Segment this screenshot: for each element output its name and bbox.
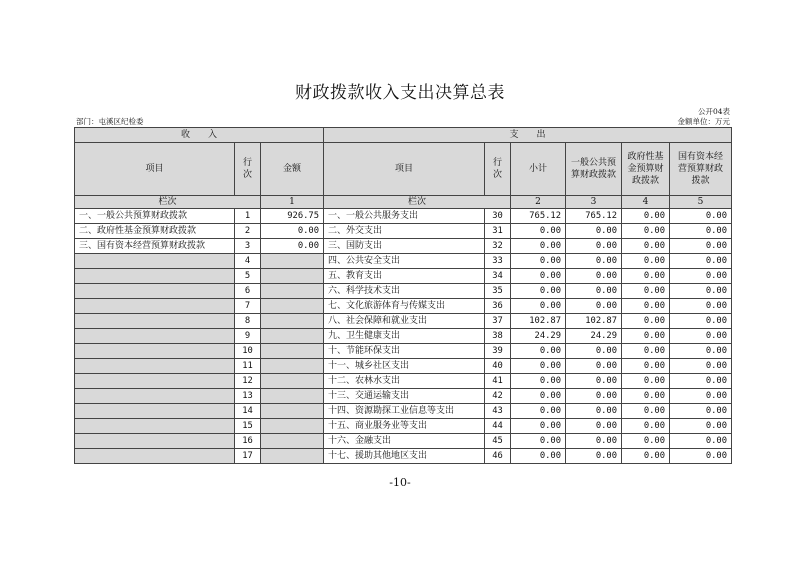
- expense-general-cell: 0.00: [566, 239, 622, 254]
- expense-soe-cell: 0.00: [670, 299, 732, 314]
- expense-fund-cell: 0.00: [622, 299, 670, 314]
- expense-fund-cell: 0.00: [622, 344, 670, 359]
- column-header-row: [75, 143, 732, 196]
- expense-soe-cell: 0.00: [670, 389, 732, 404]
- section-header-row: [75, 128, 732, 143]
- expense-subtotal-cell: 0.00: [511, 224, 566, 239]
- expense-subtotal-cell: 24.29: [511, 329, 566, 344]
- expense-item-cell: 十一、城乡社区支出: [324, 359, 485, 374]
- colnum-label: 栏次: [75, 196, 261, 209]
- expense-item-cell: 七、文化旅游体育与传媒支出: [324, 299, 485, 314]
- expense-section-header: 支 出: [324, 128, 732, 143]
- expense-subtotal-cell: 765.12: [511, 209, 566, 224]
- expense-line-cell: 42: [485, 389, 511, 404]
- income-item-cell: [75, 449, 235, 464]
- income-line-cell: 15: [235, 419, 261, 434]
- header-soe-budget: 国有资本经营预算财政拨款: [670, 143, 732, 196]
- expense-general-cell: 0.00: [566, 389, 622, 404]
- colnum-amount: 1: [261, 196, 324, 209]
- colnum-soe: 5: [670, 196, 732, 209]
- expense-fund-cell: 0.00: [622, 359, 670, 374]
- expense-item-cell: 十四、资源勘探工业信息等支出: [324, 404, 485, 419]
- table-row: [75, 314, 732, 329]
- expense-soe-cell: 0.00: [670, 314, 732, 329]
- income-amount-cell: [261, 419, 324, 434]
- colnum-label2: 栏次: [324, 196, 511, 209]
- income-line-cell: 9: [235, 329, 261, 344]
- income-item-cell: 三、国有资本经营预算财政拨款: [75, 239, 235, 254]
- expense-item-cell: 十七、援助其他地区支出: [324, 449, 485, 464]
- income-amount-cell: 0.00: [261, 239, 324, 254]
- expense-soe-cell: 0.00: [670, 239, 732, 254]
- expense-fund-cell: 0.00: [622, 434, 670, 449]
- expense-line-cell: 40: [485, 359, 511, 374]
- expense-line-cell: 46: [485, 449, 511, 464]
- income-amount-cell: [261, 344, 324, 359]
- expense-subtotal-cell: 0.00: [511, 254, 566, 269]
- income-amount-cell: [261, 434, 324, 449]
- expense-soe-cell: 0.00: [670, 374, 732, 389]
- income-amount-cell: [261, 314, 324, 329]
- income-line-cell: 7: [235, 299, 261, 314]
- expense-subtotal-cell: 0.00: [511, 344, 566, 359]
- income-amount-cell: [261, 404, 324, 419]
- expense-fund-cell: 0.00: [622, 209, 670, 224]
- header-item: 项目: [75, 143, 235, 196]
- table-row: [75, 389, 732, 404]
- expense-soe-cell: 0.00: [670, 434, 732, 449]
- expense-general-cell: 0.00: [566, 344, 622, 359]
- expense-line-cell: 33: [485, 254, 511, 269]
- expense-item-cell: 二、外交支出: [324, 224, 485, 239]
- expense-general-cell: 0.00: [566, 374, 622, 389]
- expense-general-cell: 102.87: [566, 314, 622, 329]
- expense-general-cell: 24.29: [566, 329, 622, 344]
- income-item-cell: [75, 344, 235, 359]
- expense-line-cell: 41: [485, 374, 511, 389]
- document-title: 财政拨款收入支出决算总表: [295, 83, 505, 103]
- income-line-cell: 6: [235, 284, 261, 299]
- page-number: -10-: [389, 476, 411, 489]
- expense-subtotal-cell: 0.00: [511, 284, 566, 299]
- expense-item-cell: 四、公共安全支出: [324, 254, 485, 269]
- expense-subtotal-cell: 0.00: [511, 299, 566, 314]
- income-amount-cell: [261, 284, 324, 299]
- table-row: [75, 239, 732, 254]
- table-row: [75, 269, 732, 284]
- expense-fund-cell: 0.00: [622, 269, 670, 284]
- expense-general-cell: 0.00: [566, 299, 622, 314]
- expense-soe-cell: 0.00: [670, 344, 732, 359]
- table-row: [75, 284, 732, 299]
- expense-soe-cell: 0.00: [670, 449, 732, 464]
- expense-line-cell: 45: [485, 434, 511, 449]
- expense-line-cell: 44: [485, 419, 511, 434]
- table-row: [75, 299, 732, 314]
- expense-line-cell: 38: [485, 329, 511, 344]
- expense-subtotal-cell: 0.00: [511, 239, 566, 254]
- income-item-cell: [75, 404, 235, 419]
- expense-fund-cell: 0.00: [622, 314, 670, 329]
- income-item-cell: [75, 359, 235, 374]
- expense-subtotal-cell: 0.00: [511, 389, 566, 404]
- expense-general-cell: 0.00: [566, 359, 622, 374]
- expense-soe-cell: 0.00: [670, 224, 732, 239]
- expense-fund-cell: 0.00: [622, 254, 670, 269]
- expense-soe-cell: 0.00: [670, 209, 732, 224]
- colnum-subtotal: 2: [511, 196, 566, 209]
- expense-general-cell: 765.12: [566, 209, 622, 224]
- income-line-cell: 14: [235, 404, 261, 419]
- expense-soe-cell: 0.00: [670, 269, 732, 284]
- table-row: [75, 344, 732, 359]
- header-line2: 行次: [485, 143, 511, 196]
- table-row: [75, 419, 732, 434]
- income-line-cell: 8: [235, 314, 261, 329]
- table-row: [75, 224, 732, 239]
- income-amount-cell: [261, 254, 324, 269]
- colnum-general: 3: [566, 196, 622, 209]
- form-number: 公开04表: [697, 107, 730, 116]
- expense-subtotal-cell: 0.00: [511, 404, 566, 419]
- expense-item-cell: 十五、商业服务业等支出: [324, 419, 485, 434]
- income-item-cell: [75, 329, 235, 344]
- header-subtotal: 小计: [511, 143, 566, 196]
- table-row: [75, 209, 732, 224]
- expense-line-cell: 30: [485, 209, 511, 224]
- income-item-cell: [75, 419, 235, 434]
- expense-fund-cell: 0.00: [622, 404, 670, 419]
- expense-line-cell: 36: [485, 299, 511, 314]
- income-amount-cell: [261, 374, 324, 389]
- expense-line-cell: 39: [485, 344, 511, 359]
- table-row: [75, 374, 732, 389]
- expense-fund-cell: 0.00: [622, 389, 670, 404]
- income-amount-cell: 926.75: [261, 209, 324, 224]
- expense-general-cell: 0.00: [566, 449, 622, 464]
- table-body: [75, 128, 732, 464]
- header-gov-fund: 政府性基金预算财政拨款: [622, 143, 670, 196]
- header-amount: 金额: [261, 143, 324, 196]
- header-line: 行次: [235, 143, 261, 196]
- income-line-cell: 5: [235, 269, 261, 284]
- income-item-cell: [75, 314, 235, 329]
- expense-fund-cell: 0.00: [622, 419, 670, 434]
- expense-subtotal-cell: 0.00: [511, 419, 566, 434]
- expense-item-cell: 十、节能环保支出: [324, 344, 485, 359]
- expense-soe-cell: 0.00: [670, 254, 732, 269]
- expense-fund-cell: 0.00: [622, 374, 670, 389]
- income-amount-cell: 0.00: [261, 224, 324, 239]
- table-row: [75, 254, 732, 269]
- expense-soe-cell: 0.00: [670, 404, 732, 419]
- department-label: 部门：屯溪区纪检委: [76, 117, 144, 126]
- income-line-cell: 13: [235, 389, 261, 404]
- income-item-cell: [75, 254, 235, 269]
- income-section-header: 收 入: [75, 128, 324, 143]
- expense-line-cell: 31: [485, 224, 511, 239]
- expense-subtotal-cell: 0.00: [511, 359, 566, 374]
- income-item-cell: [75, 299, 235, 314]
- income-amount-cell: [261, 269, 324, 284]
- income-line-cell: 2: [235, 224, 261, 239]
- expense-general-cell: 0.00: [566, 419, 622, 434]
- expense-fund-cell: 0.00: [622, 284, 670, 299]
- expense-fund-cell: 0.00: [622, 239, 670, 254]
- expense-general-cell: 0.00: [566, 224, 622, 239]
- income-item-cell: [75, 389, 235, 404]
- expense-item-cell: 九、卫生健康支出: [324, 329, 485, 344]
- expense-item-cell: 十三、交通运输支出: [324, 389, 485, 404]
- expense-item-cell: 五、教育支出: [324, 269, 485, 284]
- income-line-cell: 16: [235, 434, 261, 449]
- income-amount-cell: [261, 329, 324, 344]
- expense-item-cell: 八、社会保障和就业支出: [324, 314, 485, 329]
- income-item-cell: [75, 374, 235, 389]
- expense-line-cell: 35: [485, 284, 511, 299]
- expense-line-cell: 32: [485, 239, 511, 254]
- income-line-cell: 1: [235, 209, 261, 224]
- income-amount-cell: [261, 389, 324, 404]
- income-line-cell: 12: [235, 374, 261, 389]
- table-row: [75, 329, 732, 344]
- income-line-cell: 4: [235, 254, 261, 269]
- expense-general-cell: 0.00: [566, 404, 622, 419]
- expense-item-cell: 十二、农林水支出: [324, 374, 485, 389]
- income-line-cell: 11: [235, 359, 261, 374]
- income-amount-cell: [261, 449, 324, 464]
- expense-general-cell: 0.00: [566, 269, 622, 284]
- header-general-budget: 一般公共预算财政拨款: [566, 143, 622, 196]
- expense-soe-cell: 0.00: [670, 419, 732, 434]
- expense-general-cell: 0.00: [566, 434, 622, 449]
- expense-line-cell: 37: [485, 314, 511, 329]
- expense-fund-cell: 0.00: [622, 224, 670, 239]
- expense-item-cell: 十六、金融支出: [324, 434, 485, 449]
- expense-subtotal-cell: 0.00: [511, 269, 566, 284]
- table-row: [75, 434, 732, 449]
- expense-item-cell: 三、国防支出: [324, 239, 485, 254]
- budget-summary-table: [74, 127, 732, 464]
- table-row: [75, 404, 732, 419]
- column-number-row: [75, 196, 732, 209]
- expense-soe-cell: 0.00: [670, 359, 732, 374]
- expense-subtotal-cell: 0.00: [511, 434, 566, 449]
- income-line-cell: 17: [235, 449, 261, 464]
- table-row: [75, 449, 732, 464]
- income-item-cell: [75, 284, 235, 299]
- expense-line-cell: 43: [485, 404, 511, 419]
- expense-item-cell: 一、一般公共服务支出: [324, 209, 485, 224]
- income-item-cell: [75, 269, 235, 284]
- income-line-cell: 10: [235, 344, 261, 359]
- income-item-cell: [75, 434, 235, 449]
- income-item-cell: 二、政府性基金预算财政拨款: [75, 224, 235, 239]
- amount-unit-label: 金额单位：万元: [677, 117, 730, 126]
- expense-subtotal-cell: 0.00: [511, 374, 566, 389]
- expense-item-cell: 六、科学技术支出: [324, 284, 485, 299]
- income-line-cell: 3: [235, 239, 261, 254]
- income-item-cell: 一、一般公共预算财政拨款: [75, 209, 235, 224]
- expense-line-cell: 34: [485, 269, 511, 284]
- expense-fund-cell: 0.00: [622, 329, 670, 344]
- expense-subtotal-cell: 0.00: [511, 449, 566, 464]
- header-item2: 项目: [324, 143, 485, 196]
- expense-soe-cell: 0.00: [670, 329, 732, 344]
- income-amount-cell: [261, 299, 324, 314]
- expense-soe-cell: 0.00: [670, 284, 732, 299]
- colnum-fund: 4: [622, 196, 670, 209]
- expense-fund-cell: 0.00: [622, 449, 670, 464]
- expense-subtotal-cell: 102.87: [511, 314, 566, 329]
- table-row: [75, 359, 732, 374]
- income-amount-cell: [261, 359, 324, 374]
- expense-general-cell: 0.00: [566, 284, 622, 299]
- expense-general-cell: 0.00: [566, 254, 622, 269]
